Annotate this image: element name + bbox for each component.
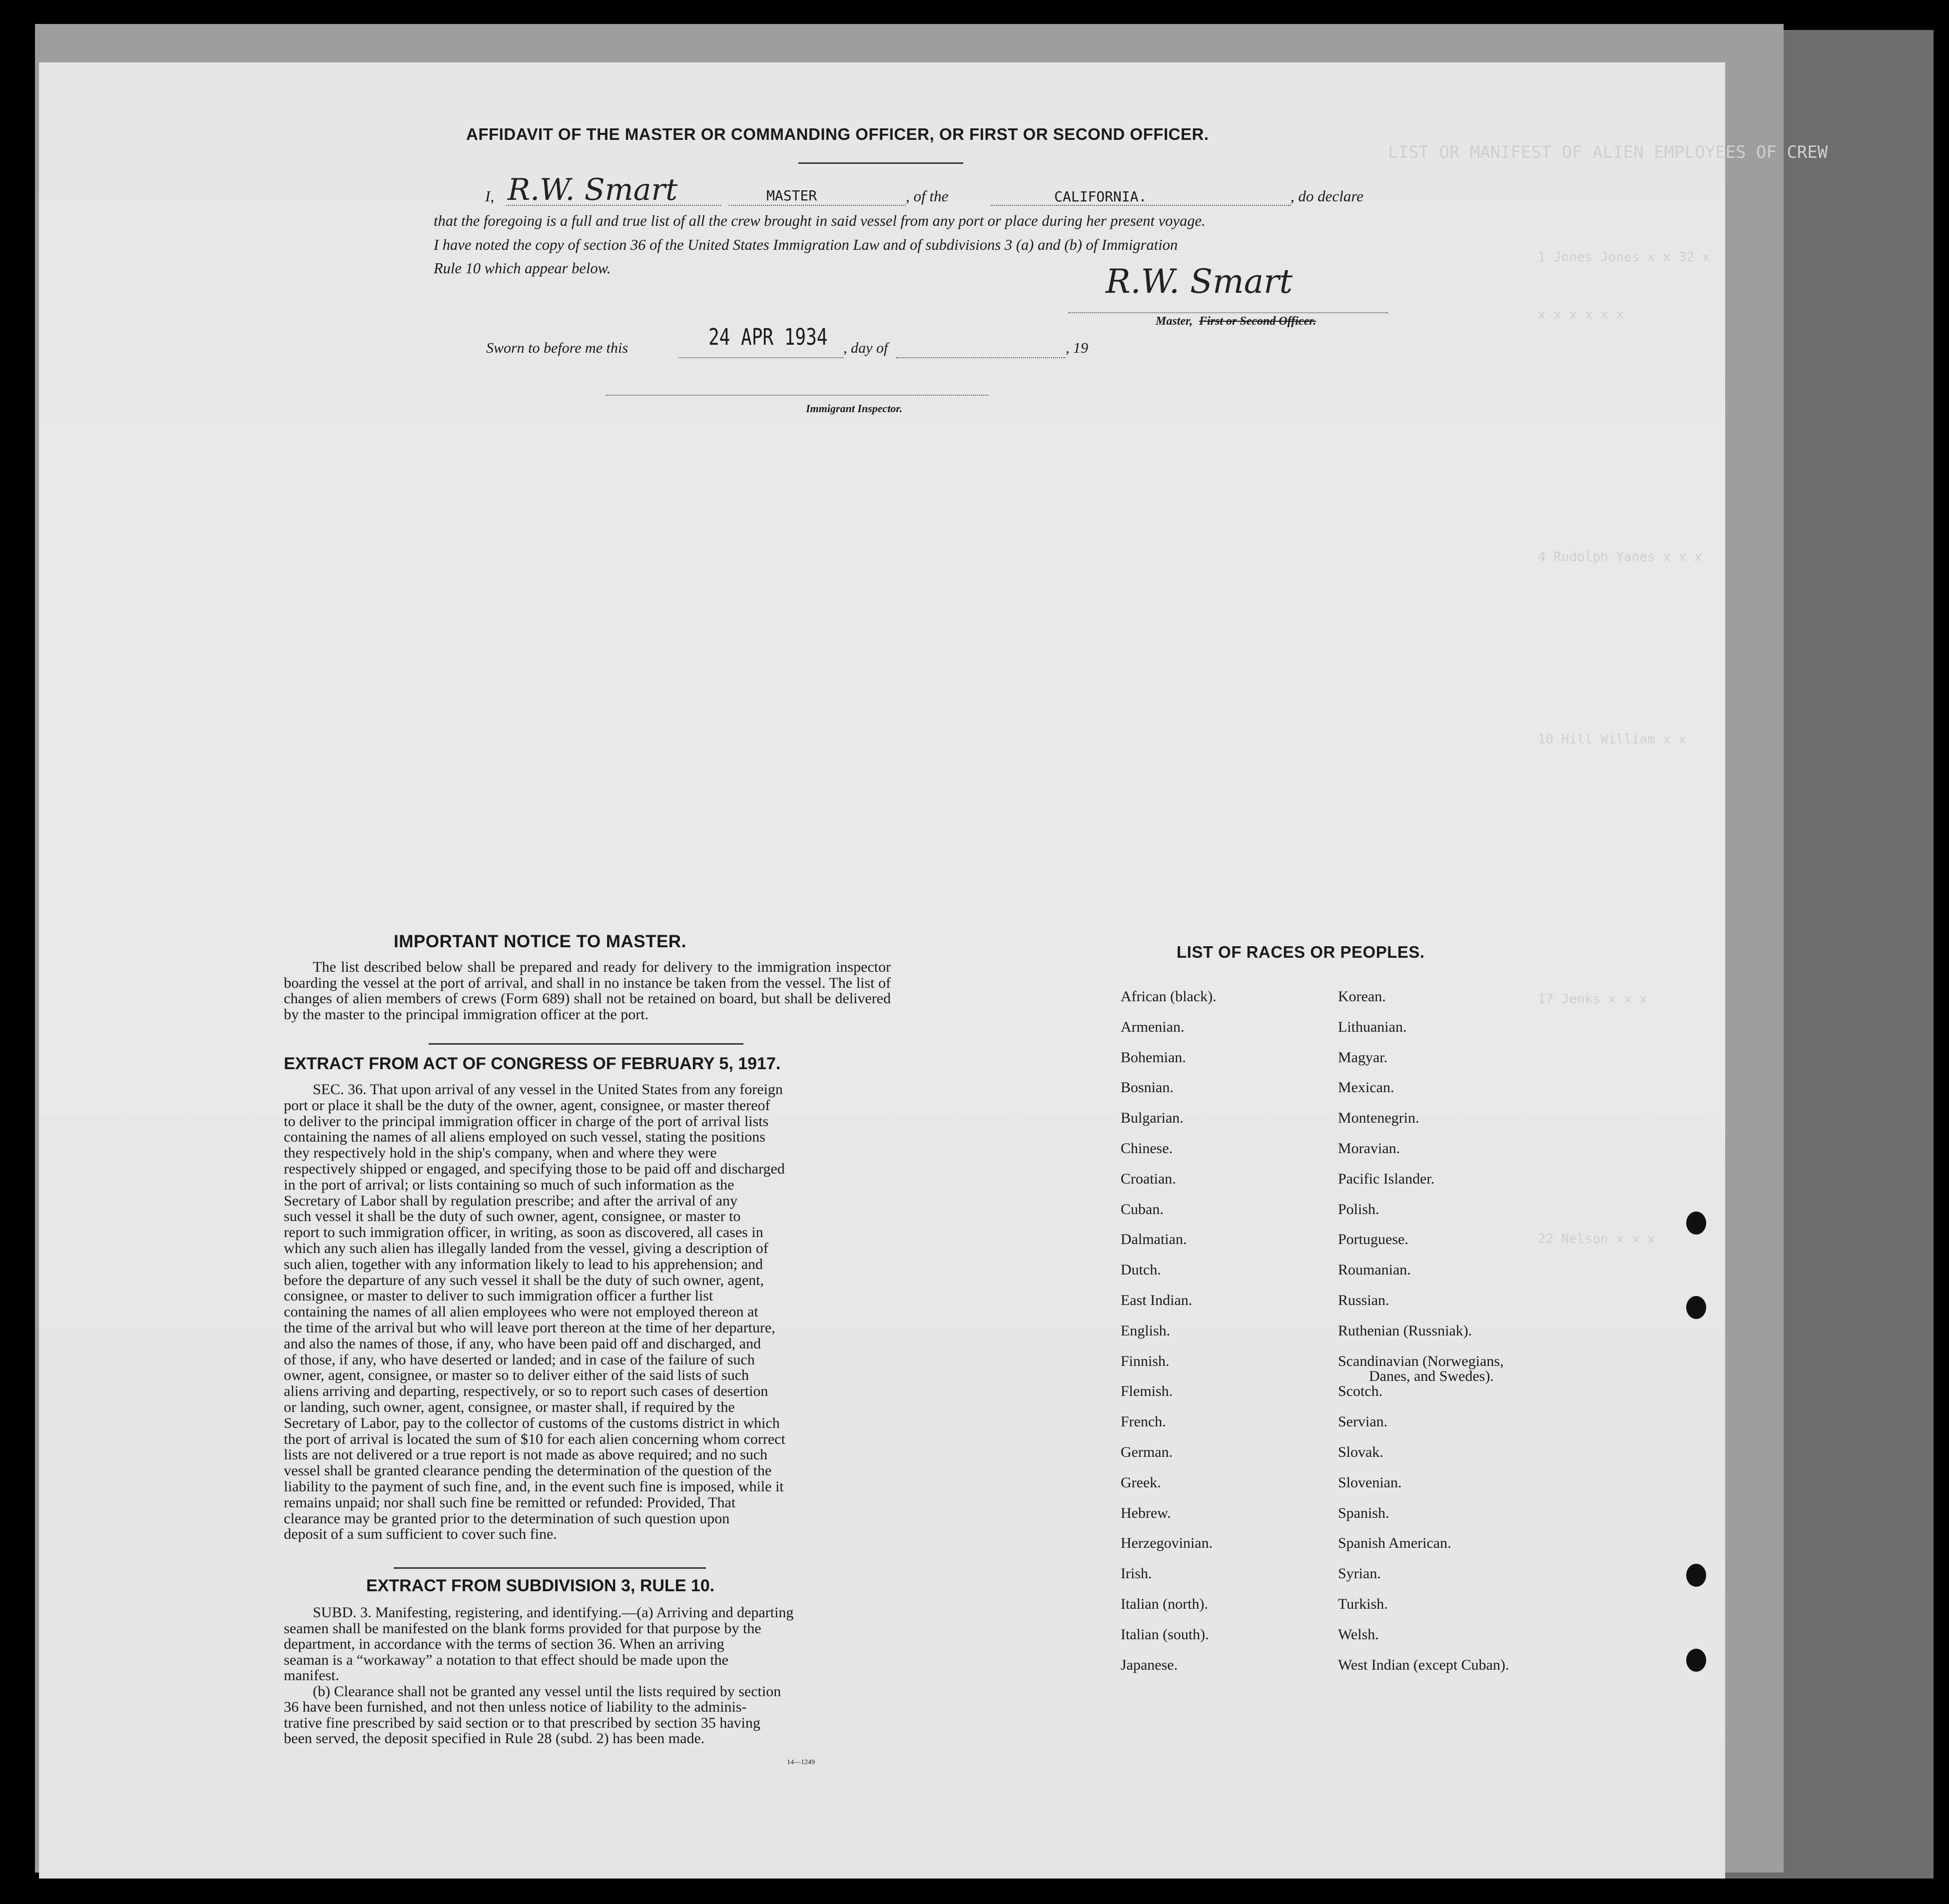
- race-item-right-13: Scotch.: [1338, 1383, 1383, 1400]
- date-stamp: 24 APR 1934: [708, 324, 828, 351]
- act-text-line: remains unpaid; nor shall such fine be remitted or refunded: Provided, That: [284, 1494, 736, 1511]
- act-text-line: deposit of a sum sufficient to cover such fine.: [284, 1526, 557, 1543]
- act-text-line: port or place it shall be the duty of the owner, agent, consignee, or master thereof: [284, 1097, 770, 1114]
- race-item-right-9: Roumanian.: [1338, 1262, 1411, 1278]
- race-item-left-22: Japanese.: [1121, 1656, 1178, 1673]
- act-text-line: such alien, together with any information likely to lead to his apprehension; and: [284, 1256, 763, 1272]
- race-item-right-16: Slovenian.: [1338, 1474, 1402, 1491]
- race-item-left-10: East Indian.: [1121, 1292, 1193, 1308]
- race-item-right-0: Korean.: [1338, 988, 1386, 1005]
- rule-text-line: seaman is a “workaway” a notation to that effect should be made upon the: [284, 1651, 728, 1668]
- act-text-line: lists are not delivered or a true report is not made as above required; and no such: [284, 1446, 768, 1463]
- act-text-line: containing the names of all alien employees who were not employed thereon at: [284, 1303, 758, 1320]
- title-underline: [798, 162, 963, 164]
- affidavit-line-4: Rule 10 which appear below.: [434, 260, 611, 277]
- rule-title: EXTRACT FROM SUBDIVISION 3, RULE 10.: [366, 1576, 715, 1595]
- act-text-line: Secretary of Labor shall by regulation prescribe; and after the arrival of any: [284, 1192, 737, 1209]
- bleed-through: 10 Hill William x x: [1538, 732, 1687, 747]
- act-text-line: to deliver to the principal immigration officer in charge of the port of arrival lists: [284, 1113, 769, 1130]
- race-item-right-8: Portuguese.: [1338, 1231, 1408, 1248]
- race-item-right-4: Montenegrin.: [1338, 1110, 1419, 1127]
- act-text-line: owner, agent, consignee, or master so to deliver either of the said lists of such: [284, 1367, 749, 1384]
- race-item-left-9: Dutch.: [1121, 1262, 1161, 1278]
- race-item-right-2: Magyar.: [1338, 1049, 1388, 1066]
- race-item-left-11: English.: [1121, 1322, 1171, 1339]
- document-page: [39, 62, 1828, 1879]
- year-label: , 19: [1066, 340, 1088, 356]
- of-the-label: , of the: [906, 187, 949, 205]
- race-item-left-20: Italian (north).: [1121, 1596, 1208, 1612]
- affidavit-line-2: that the foregoing is a full and true list of all the crew brought in said vessel from any port or place during her present voyage.: [434, 212, 1206, 229]
- act-section-36-text: [284, 1082, 891, 1542]
- race-item-left-5: Chinese.: [1121, 1140, 1173, 1157]
- race-item-right-1: Lithuanian.: [1338, 1018, 1407, 1035]
- notice-title: IMPORTANT NOTICE TO MASTER.: [394, 932, 686, 951]
- race-item-right-18: Spanish American.: [1338, 1535, 1451, 1552]
- rule-text-line: seamen shall be manifested on the blank forms provided for that purpose by the: [284, 1620, 761, 1637]
- name-field-line: [506, 205, 721, 206]
- rule-text-line: trative fine prescribed by said section or to that prescribed by section 35 having: [284, 1714, 760, 1731]
- bleed-through: x x x x x x: [1538, 307, 1624, 322]
- day-of-label: , day of: [843, 340, 888, 356]
- act-text-line: respectively shipped or engaged, and specifying those to be paid off and discharged: [284, 1160, 785, 1177]
- race-item-right-14: Servian.: [1338, 1413, 1388, 1430]
- declare-label: , do declare: [1291, 187, 1364, 205]
- race-item-right-15: Slovak.: [1338, 1444, 1383, 1460]
- race-item-left-4: Bulgarian.: [1121, 1110, 1184, 1127]
- sworn-label: Sworn to before me this: [486, 340, 628, 356]
- act-text-line: SEC. 36. That upon arrival of any vessel in the United States from any foreign: [313, 1081, 783, 1098]
- sworn-date-line: [678, 357, 843, 358]
- master-signature: R.W. Smart: [1106, 262, 1293, 301]
- act-text-line: report to such immigration officer, in writing, as soon as discovered, all cases in: [284, 1224, 763, 1241]
- race-item-right-6: Pacific Islander.: [1338, 1170, 1435, 1187]
- race-item-left-8: Dalmatian.: [1121, 1231, 1187, 1248]
- rule-text-line: SUBD. 3. Manifesting, registering, and identifying.—(a) Arriving and departing: [313, 1604, 794, 1621]
- race-item-left-0: African (black).: [1121, 988, 1217, 1005]
- act-text-line: such vessel it shall be the duty of such owner, agent, consignee, or master to: [284, 1208, 741, 1225]
- act-text-line: vessel shall be granted clearance pending the determination of the question of the: [284, 1462, 772, 1479]
- act-text-line: which any such alien has illegally landed from the vessel, giving a description of: [284, 1240, 768, 1257]
- act-title: EXTRACT FROM ACT OF CONGRESS OF FEBRUARY 5, 1917.: [284, 1054, 781, 1073]
- rule-subdivision-text: [284, 1605, 891, 1747]
- races-title: LIST OF RACES OR PEOPLES.: [1177, 943, 1425, 961]
- race-item-left-21: Italian (south).: [1121, 1626, 1209, 1643]
- rule-text-line: (b) Clearance shall not be granted any vessel until the lists required by section: [313, 1683, 781, 1700]
- affidavit-i-label: I,: [485, 187, 495, 205]
- race-item-right-22: West Indian (except Cuban).: [1338, 1656, 1509, 1673]
- signer-name: R.W. Smart: [508, 172, 678, 207]
- rule-text-line: manifest.: [284, 1667, 339, 1684]
- affidavit-line-3: I have noted the copy of section 36 of the United States Immigration Law and of subdivisions 3 (a) and (b) of Immigration: [434, 236, 1178, 253]
- act-text-line: in the port of arrival; or lists containing so much of such information as the: [284, 1176, 734, 1193]
- binder-hole-solid-2: [1686, 1296, 1706, 1319]
- race-item-right-12: Scandinavian (Norwegians,: [1338, 1352, 1504, 1369]
- affidavit-title: AFFIDAVIT OF THE MASTER OR COMMANDING OFFICER, OR FIRST OR SECOND OFFICER.: [466, 125, 1209, 143]
- act-text-line: the time of the arrival but who will leave port thereon at the time of her departure,: [284, 1319, 775, 1336]
- race-item-right-10: Russian.: [1338, 1292, 1389, 1308]
- race-item-right-5: Moravian.: [1338, 1140, 1400, 1157]
- act-text-line: liability to the payment of such fine, and, in the event such fine is imposed, while it: [284, 1478, 784, 1495]
- bleed-through: 22 Nelson x x x: [1538, 1232, 1655, 1247]
- rank-field-line: [728, 205, 906, 206]
- race-item-left-12: Finnish.: [1121, 1352, 1170, 1369]
- race-item-left-14: French.: [1121, 1413, 1166, 1430]
- act-text-line: consignee, or master to deliver to such immigration officer a further list: [284, 1287, 713, 1304]
- act-text-line: Secretary of Labor, pay to the collector of customs of the customs district in which: [284, 1414, 780, 1431]
- race-item-right-17: Spanish.: [1338, 1504, 1389, 1521]
- rule-text-line: department, in accordance with the terms of section 36. When an arriving: [284, 1636, 724, 1652]
- race-item-scandinavian-cont: Danes, and Swedes).: [1369, 1367, 1494, 1384]
- act-text-line: of those, if any, who have deserted or landed; and in case of the failure of such: [284, 1351, 755, 1368]
- race-item-left-1: Armenian.: [1121, 1018, 1185, 1035]
- race-item-right-19: Syrian.: [1338, 1565, 1381, 1582]
- race-item-left-7: Cuban.: [1121, 1201, 1164, 1218]
- bleed-through: 17 Jenks x x x: [1538, 992, 1648, 1007]
- inspector-signature-line: [606, 395, 988, 396]
- race-item-left-15: German.: [1121, 1444, 1173, 1460]
- rule-text-line: 36 have been furnished, and not then unless notice of liability to the adminis-: [284, 1699, 747, 1715]
- act-text-line: or landing, such owner, agent, consignee, or master shall, if required by the: [284, 1398, 735, 1415]
- notice-divider: [429, 1043, 743, 1045]
- race-item-left-18: Herzegovinian.: [1121, 1535, 1213, 1552]
- rank-field: MASTER: [766, 187, 817, 204]
- act-divider: [394, 1567, 706, 1569]
- bleed-through: 1 Jones Jones x x 32 x: [1538, 250, 1710, 265]
- month-field-line: [896, 357, 1066, 358]
- act-text-line: the port of arrival is located the sum of $10 for each alien concerning whom correct: [284, 1430, 785, 1447]
- act-text-line: they respectively hold in the ship's company, when and where they were: [284, 1145, 717, 1162]
- race-item-left-17: Hebrew.: [1121, 1504, 1171, 1521]
- race-item-right-20: Turkish.: [1338, 1596, 1388, 1612]
- signature-caption-master: Master,: [1156, 315, 1193, 328]
- rule-text-line: been served, the deposit specified in Rule 28 (subd. 2) has been made.: [284, 1730, 705, 1747]
- binder-hole-solid-4: [1686, 1649, 1706, 1672]
- race-item-right-7: Polish.: [1338, 1201, 1379, 1218]
- notice-body: The list described below shall be prepared and ready for delivery to the immigration inspector boarding the vessel at the port of arrival, and shall in no instance be taken from the vessel. The list of changes of alien members of crews (Form 689) shall not be retained on board, but shall be delivered by the master to the principal immigration officer at the port.: [284, 959, 891, 1023]
- race-item-left-6: Croatian.: [1121, 1170, 1176, 1187]
- inspector-label: Immigrant Inspector.: [806, 402, 903, 415]
- race-item-right-11: Ruthenian (Russniak).: [1338, 1322, 1472, 1339]
- bleed-through: 4 Rudolph Yanes x x x: [1538, 550, 1702, 565]
- act-text-line: and also the names of those, if any, who have been paid off and discharged, and: [284, 1335, 761, 1352]
- race-item-left-13: Flemish.: [1121, 1383, 1173, 1400]
- race-item-left-3: Bosnian.: [1121, 1079, 1174, 1096]
- binder-hole-solid-1: [1686, 1212, 1706, 1235]
- act-text-line: containing the names of all aliens employed on such vessel, stating the positions: [284, 1129, 765, 1146]
- act-text-line: clearance may be granted prior to the determination of such question upon: [284, 1510, 730, 1527]
- act-text-line: aliens arriving and departing, respectively, or so to report such cases of desertion: [284, 1383, 768, 1400]
- race-item-left-2: Bohemian.: [1121, 1049, 1186, 1066]
- form-number: 14—1249: [787, 1759, 815, 1766]
- act-text-line: before the departure of any such vessel it shall be the duty of such owner, agent,: [284, 1271, 764, 1288]
- signature-caption-struck: First or Second Officer.: [1199, 315, 1316, 328]
- race-item-left-16: Greek.: [1121, 1474, 1161, 1491]
- signature-line: [1068, 312, 1388, 313]
- bleed-through: LIST OR MANIFEST OF ALIEN EMPLOYEES OF CREW: [1388, 142, 1828, 162]
- race-item-right-21: Welsh.: [1338, 1626, 1379, 1643]
- binder-hole-solid-3: [1686, 1564, 1706, 1587]
- vessel-field-line: [991, 205, 1291, 206]
- race-item-left-19: Irish.: [1121, 1565, 1152, 1582]
- race-item-right-3: Mexican.: [1338, 1079, 1394, 1096]
- vessel-name: CALIFORNIA.: [1054, 188, 1147, 205]
